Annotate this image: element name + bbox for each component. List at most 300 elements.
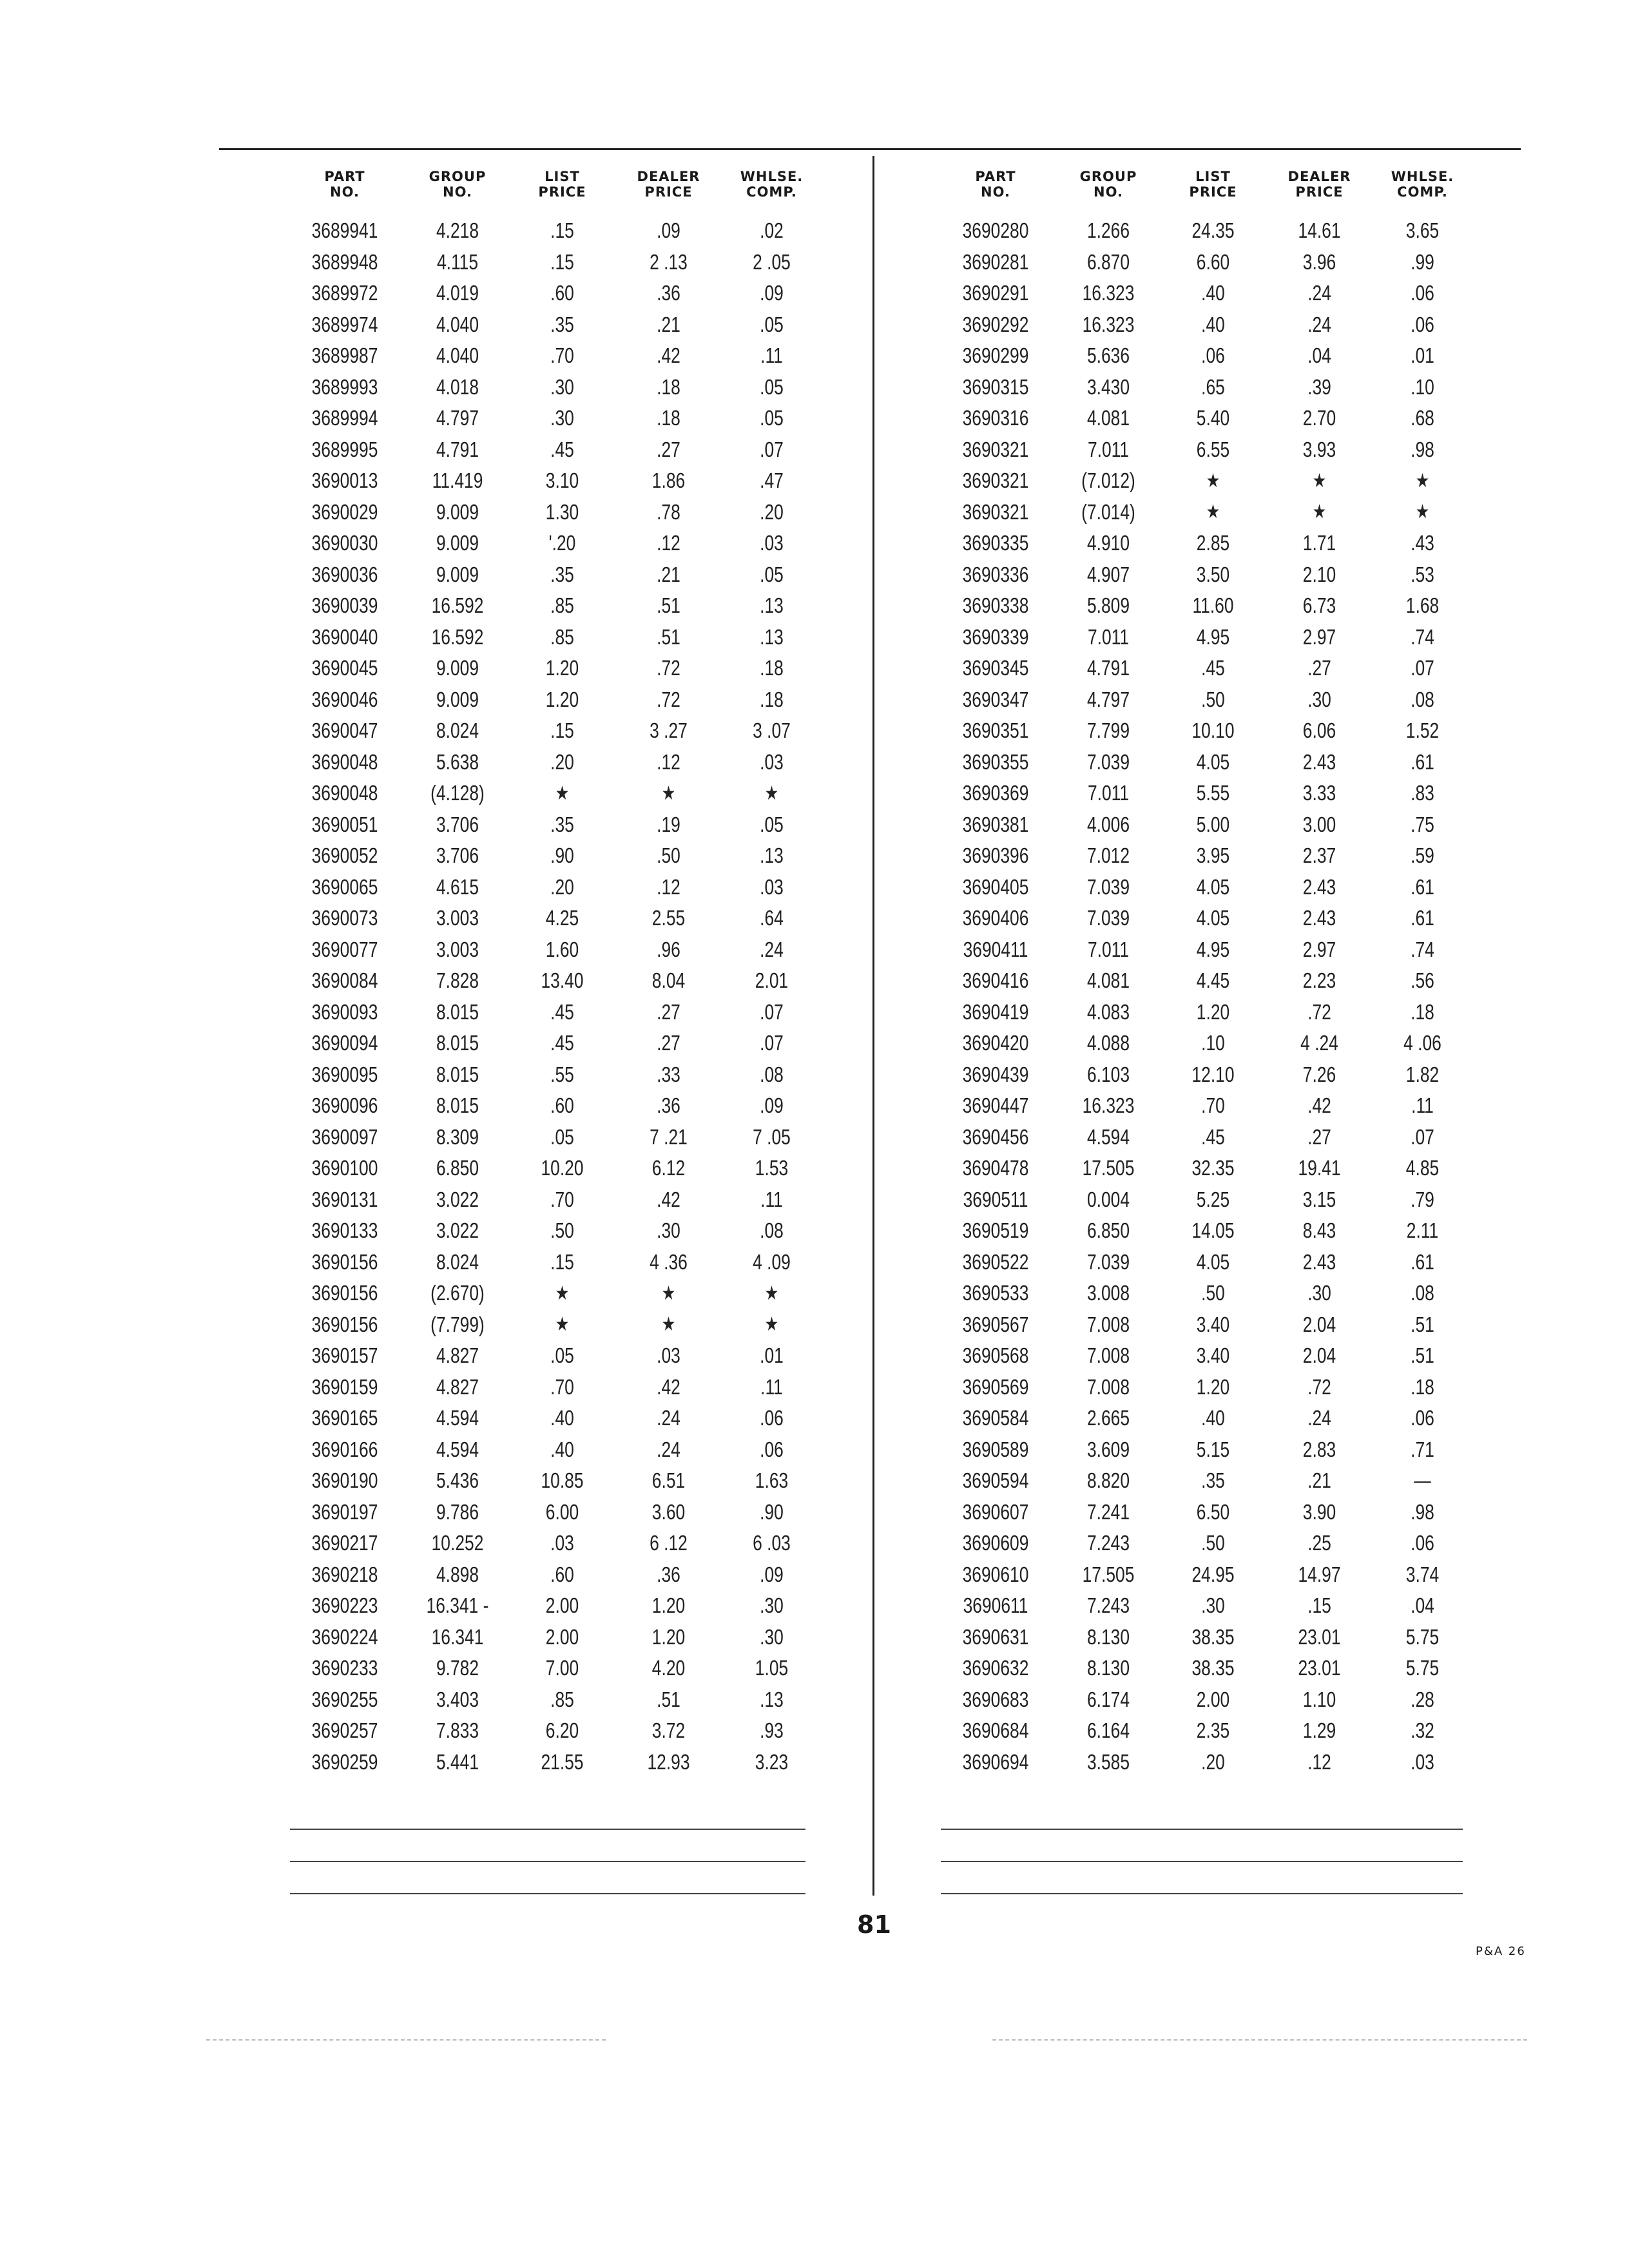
list-price-cell: 1.20 [1196,1374,1230,1399]
whlse-comp-cell: .04 [1411,1593,1434,1618]
table-row [934,497,1472,528]
list-price-cell: .85 [550,1687,574,1711]
table-row [284,872,822,903]
whlse-comp-cell: .07 [760,999,784,1024]
part-no-cell: 3690511 [963,1187,1028,1211]
whlse-comp-cell: .03 [760,531,784,555]
table-row [284,1653,822,1684]
dealer-price-cell: 6.06 [1302,718,1336,743]
table-row [934,1340,1472,1372]
whlse-comp-cell: .03 [1411,1749,1434,1774]
list-price-cell: .45 [1201,656,1225,680]
table-row [934,278,1472,309]
dealer-price-cell: 14.97 [1298,1562,1341,1586]
table-row [934,372,1472,403]
table-row [284,340,822,372]
whlse-comp-cell: 3.74 [1405,1562,1440,1586]
table-row [934,840,1472,872]
part-no-cell: 3690347 [962,687,1029,711]
top-rule [219,148,1521,150]
dealer-price-cell: .27 [1307,656,1331,680]
dealer-price-cell: .03 [657,1343,680,1368]
dealer-price-cell: 4.20 [651,1656,686,1680]
list-price-cell: .70 [550,1187,574,1211]
whlse-comp-cell: .08 [760,1218,784,1243]
table-row [284,715,822,747]
part-no-cell: 3690084 [311,968,378,993]
left-price-table [284,169,822,1778]
list-price-cell: 3.40 [1196,1343,1230,1368]
list-price-cell: 1.20 [545,656,579,680]
table-row [934,1403,1472,1434]
group-no-cell: 3.706 [436,812,479,836]
table-row [284,1028,822,1059]
table-row [284,1528,822,1559]
dealer-price-cell: 2.10 [1302,562,1336,586]
group-no-cell: 8.015 [436,999,479,1024]
group-no-cell: 7.008 [1086,1374,1130,1399]
group-no-cell: 2.665 [1086,1406,1130,1430]
list-price-cell: 4.95 [1196,624,1230,649]
part-no-cell: 3690223 [311,1593,378,1618]
whlse-comp-cell: .11 [760,343,783,368]
table-row [284,1497,822,1528]
list-price-cell: .20 [550,749,574,774]
dealer-price-cell: 3.90 [1302,1499,1336,1524]
list-price-cell: .40 [1201,1406,1225,1430]
list-price-cell: ★ [1206,470,1220,492]
dealer-price-cell: .18 [657,374,680,399]
whlse-comp-cell: ★ [1415,470,1430,492]
list-price-cell: ★ [555,782,570,804]
dealer-price-cell: ★ [661,1282,676,1304]
list-price-cell: 21.55 [541,1749,584,1774]
whlse-comp-cell: .61 [1411,1249,1434,1274]
group-no-cell: 16.592 [431,624,484,649]
list-price-cell: 10.10 [1191,718,1235,743]
dealer-price-cell: .24 [657,1437,680,1461]
group-no-cell: 4.827 [436,1343,479,1368]
table-row [284,1465,822,1497]
whlse-comp-cell: .18 [760,687,784,711]
part-no-cell: 3690159 [311,1374,378,1399]
part-no-cell: 3690095 [311,1062,378,1086]
table-row [284,465,822,497]
dealer-price-cell: 2.23 [1302,968,1336,993]
part-no-cell: 3689972 [311,281,378,305]
list-price-cell: 3.40 [1196,1312,1230,1336]
part-no-cell: 3689941 [311,218,378,243]
list-price-cell: 2.00 [545,1624,579,1649]
whlse-comp-cell: 1.05 [755,1656,789,1680]
dealer-price-cell: .25 [1307,1531,1331,1555]
group-no-cell: 5.441 [436,1749,479,1774]
header-list-price: LIST PRICE [538,169,586,200]
list-price-cell: 6.60 [1196,249,1230,274]
dealer-price-cell: 3.93 [1302,437,1336,461]
list-price-cell: 38.35 [1191,1656,1235,1680]
dealer-price-cell: 1.20 [651,1624,686,1649]
whlse-comp-cell: 3.23 [755,1749,789,1774]
dealer-price-cell: .51 [657,593,680,618]
dealer-price-cell: .12 [1307,1749,1331,1774]
scan-artifact [206,2039,606,2041]
list-price-cell: 4.05 [1196,874,1230,899]
part-no-cell: 3690589 [962,1437,1029,1461]
table-row [284,1215,822,1247]
table-row [284,372,822,403]
group-no-cell: 5.436 [436,1468,479,1493]
list-price-cell: '.20 [548,531,576,555]
whlse-comp-cell: ★ [764,782,779,804]
dealer-price-cell: .12 [657,749,680,774]
whlse-comp-cell: .64 [760,906,784,930]
list-price-cell: ★ [555,1314,570,1336]
whlse-comp-cell: .61 [1411,749,1434,774]
whlse-comp-cell: .09 [760,1093,784,1118]
group-no-cell: (7.799) [430,1312,485,1336]
whlse-comp-cell: .08 [760,1062,784,1086]
dealer-price-cell: 3 .27 [650,718,688,743]
table-row [934,309,1472,341]
group-no-cell: 8.309 [436,1124,479,1149]
list-price-cell: 4.05 [1196,1249,1230,1274]
list-price-cell: 5.25 [1196,1187,1230,1211]
table-row [934,653,1472,684]
part-no-cell: 3690094 [311,1031,378,1055]
part-no-cell: 3690048 [311,781,378,805]
whlse-comp-cell: 4.85 [1405,1156,1440,1180]
group-no-cell: 7.039 [1086,906,1130,930]
table-row [934,1247,1472,1278]
part-no-cell: 3690299 [962,343,1029,368]
list-price-cell: .65 [1201,374,1225,399]
part-no-cell: 3690045 [311,656,378,680]
dealer-price-cell: 1.71 [1302,531,1336,555]
whlse-comp-cell: .75 [1411,812,1434,836]
group-no-cell: 5.636 [1086,343,1130,368]
part-no-cell: 3690321 [962,437,1029,461]
group-no-cell: 16.341 - [426,1593,489,1618]
dealer-price-cell: .33 [657,1062,680,1086]
whlse-comp-cell: 3 .07 [753,718,791,743]
dealer-price-cell: ★ [1312,501,1327,523]
whlse-comp-cell: .61 [1411,874,1434,899]
dealer-price-cell: 2.83 [1302,1437,1336,1461]
whlse-comp-cell: .05 [760,562,784,586]
group-no-cell: 4.081 [1086,968,1130,993]
group-no-cell: 7.241 [1086,1499,1130,1524]
part-no-cell: 3690351 [962,718,1029,743]
table-row [934,1747,1472,1778]
whlse-comp-cell: .98 [1411,437,1434,461]
dealer-price-cell: 2.43 [1302,906,1336,930]
group-no-cell: 8.015 [436,1062,479,1086]
dealer-price-cell: 7.26 [1302,1062,1336,1086]
group-no-cell: 7.011 [1087,624,1130,649]
list-price-cell: 2.00 [1196,1687,1230,1711]
part-no-cell: 3690156 [311,1281,378,1305]
part-no-cell: 3690131 [311,1187,378,1211]
group-no-cell: 9.009 [436,687,479,711]
part-no-cell: 3690218 [311,1562,378,1586]
list-price-cell: 14.05 [1191,1218,1235,1243]
part-no-cell: 3690338 [962,593,1029,618]
group-no-cell: 9.009 [436,562,479,586]
part-no-cell: 3690345 [962,656,1029,680]
list-price-cell: .45 [550,437,574,461]
dealer-price-cell: 2.04 [1302,1343,1336,1368]
whlse-comp-cell: 2.01 [755,968,789,993]
dealer-price-cell: .04 [1307,343,1331,368]
dealer-price-cell: 4 .24 [1300,1031,1338,1055]
list-price-cell: .50 [1201,687,1225,711]
whlse-comp-cell: .09 [760,281,784,305]
list-price-cell: 7.00 [545,1656,579,1680]
table-row [284,403,822,434]
group-no-cell: 9.786 [436,1499,479,1524]
whlse-comp-cell: .05 [760,812,784,836]
part-no-cell: 3690519 [962,1218,1029,1243]
table-row [934,1122,1472,1153]
list-price-cell: .60 [550,1562,574,1586]
dealer-price-cell: ★ [1312,470,1327,492]
part-no-cell: 3690416 [962,968,1029,993]
list-price-cell: .90 [550,843,574,868]
group-no-cell: 3.003 [436,906,479,930]
dealer-price-cell: 12.93 [647,1749,690,1774]
part-no-cell: 3690567 [962,1312,1029,1336]
group-no-cell: 5.638 [436,749,479,774]
part-no-cell: 3690096 [311,1093,378,1118]
dealer-price-cell: 3.60 [651,1499,686,1524]
table-row [934,903,1472,934]
part-no-cell: 3690439 [962,1062,1029,1086]
part-no-cell: 3690165 [311,1406,378,1430]
header-list-price: LIST PRICE [1189,169,1237,200]
whlse-comp-cell: 5.75 [1405,1656,1440,1680]
dealer-price-cell: .12 [657,531,680,555]
list-price-cell: .06 [1201,343,1225,368]
table-row [284,1153,822,1184]
list-price-cell: 2.85 [1196,531,1230,555]
whlse-comp-cell: 6 .03 [753,1531,791,1555]
part-no-cell: 3690420 [962,1031,1029,1055]
dealer-price-cell: .21 [657,312,680,336]
table-row [934,809,1472,841]
part-no-cell: 3690316 [962,406,1029,430]
part-no-cell: 3690694 [962,1749,1029,1774]
part-no-cell: 3689995 [311,437,378,461]
table-row [934,622,1472,653]
part-no-cell: 3690197 [311,1499,378,1524]
table-row [934,1184,1472,1216]
whlse-comp-cell: .03 [760,749,784,774]
dealer-price-cell: 3.15 [1302,1187,1336,1211]
whlse-comp-cell: .11 [1411,1093,1434,1118]
dealer-price-cell: .51 [657,1687,680,1711]
whlse-comp-cell: 2.11 [1406,1218,1439,1243]
whlse-comp-cell: .06 [760,1406,784,1430]
list-price-cell: .15 [550,1249,574,1274]
table-row [284,434,822,466]
dealer-price-cell: 2.43 [1302,749,1336,774]
table-row [284,590,822,622]
table-row [934,1028,1472,1059]
list-price-cell: 5.55 [1196,781,1230,805]
part-no-cell: 3690315 [962,374,1029,399]
group-no-cell: 4.594 [436,1406,479,1430]
whlse-comp-cell: .28 [1411,1687,1434,1711]
group-no-cell: 10.252 [431,1531,484,1555]
part-no-cell: 3689987 [311,343,378,368]
table-row [284,1184,822,1216]
dealer-price-cell: .18 [657,406,680,430]
blank-entry-line [941,1829,1463,1830]
table-row [284,622,822,653]
dealer-price-cell: .30 [657,1218,680,1243]
whlse-comp-cell: .06 [1411,281,1434,305]
whlse-comp-cell: .61 [1411,906,1434,930]
table-row [284,1059,822,1091]
table-row [284,809,822,841]
list-price-cell: .35 [1201,1468,1225,1493]
blank-entry-line [941,1861,1463,1862]
list-price-cell: .20 [550,874,574,899]
whlse-comp-cell: .13 [760,593,784,618]
list-price-cell: 38.35 [1191,1624,1235,1649]
dealer-price-cell: 2.70 [1302,406,1336,430]
dealer-price-cell: .42 [1307,1093,1331,1118]
whlse-comp-cell: 5.75 [1405,1624,1440,1649]
list-price-cell: 4.05 [1196,906,1230,930]
list-price-cell: 6.00 [545,1499,579,1524]
dealer-price-cell: .36 [657,1093,680,1118]
table-row [934,684,1472,716]
table-row [284,559,822,591]
whlse-comp-cell: .98 [1411,1499,1434,1524]
dealer-price-cell: 3.96 [1302,249,1336,274]
dealer-price-cell: 1.20 [651,1593,686,1618]
list-price-cell: 1.60 [545,937,579,961]
dealer-price-cell: 6.73 [1302,593,1336,618]
table-row [934,215,1472,247]
table-row [284,1122,822,1153]
whlse-comp-cell: 7 .05 [753,1124,791,1149]
list-price-cell: 3.50 [1196,562,1230,586]
table-row [934,247,1472,278]
part-no-cell: 3690584 [962,1406,1029,1430]
part-no-cell: 3690065 [311,874,378,899]
group-no-cell: 1.266 [1086,218,1130,243]
list-price-cell: 6.50 [1196,1499,1230,1524]
part-no-cell: 3690478 [962,1156,1029,1180]
whlse-comp-cell: .05 [760,406,784,430]
list-price-cell: .10 [1201,1031,1225,1055]
left-table-header [284,169,822,207]
dealer-price-cell: 7 .21 [650,1124,688,1149]
list-price-cell: .70 [1201,1093,1225,1118]
group-no-cell: 4.615 [436,874,479,899]
table-row [934,1153,1472,1184]
table-row [284,778,822,809]
part-no-cell: 3690568 [962,1343,1029,1368]
table-row [284,1278,822,1309]
part-no-cell: 3690051 [311,812,378,836]
header-group-no: GROUP NO. [1079,169,1137,200]
group-no-cell: 4.083 [1086,999,1130,1024]
whlse-comp-cell: .05 [760,312,784,336]
list-price-cell: .50 [1201,1281,1225,1305]
group-no-cell: 3.403 [436,1687,479,1711]
list-price-cell: 10.85 [541,1468,584,1493]
table-row [284,1715,822,1747]
group-no-cell: 7.012 [1086,843,1130,868]
list-price-cell: .30 [550,406,574,430]
list-price-cell: .03 [550,1531,574,1555]
whlse-comp-cell: .30 [760,1593,784,1618]
group-no-cell: 9.009 [436,531,479,555]
list-price-cell: ★ [1206,501,1220,523]
group-no-cell: 4.088 [1086,1031,1130,1055]
group-no-cell: 16.592 [431,593,484,618]
group-no-cell: 6.850 [436,1156,479,1180]
group-no-cell: 7.039 [1086,1249,1130,1274]
dealer-price-cell: 2.55 [651,906,686,930]
part-no-cell: 3689994 [311,406,378,430]
part-no-cell: 3690093 [311,999,378,1024]
group-no-cell: 8.024 [436,718,479,743]
list-price-cell: 24.95 [1191,1562,1235,1586]
group-no-cell: 7.011 [1087,781,1130,805]
dealer-price-cell: .30 [1307,1281,1331,1305]
whlse-comp-cell: .18 [1411,999,1434,1024]
list-price-cell: .45 [1201,1124,1225,1149]
table-row [934,1653,1472,1684]
part-no-cell: 3690335 [962,531,1029,555]
whlse-comp-cell: .18 [760,656,784,680]
column-divider [872,156,874,1896]
list-price-cell: .35 [550,562,574,586]
dealer-price-cell: 1.10 [1302,1687,1336,1711]
list-price-cell: 10.20 [541,1156,584,1180]
group-no-cell: 4.019 [436,281,479,305]
whlse-comp-cell: 1.63 [755,1468,789,1493]
dealer-price-cell: .21 [657,562,680,586]
table-row [934,1559,1472,1591]
table-row [934,1372,1472,1403]
dealer-price-cell: .27 [657,999,680,1024]
whlse-comp-cell: .79 [1411,1187,1434,1211]
table-row [934,1090,1472,1122]
part-no-cell: 3690631 [962,1624,1029,1649]
group-no-cell: 4.791 [436,437,479,461]
table-row [934,1622,1472,1653]
dealer-price-cell: 1.86 [651,468,686,493]
table-row [284,840,822,872]
group-no-cell: 6.850 [1086,1218,1130,1243]
dealer-price-cell: 8.43 [1302,1218,1336,1243]
list-price-cell: .45 [550,1031,574,1055]
scan-artifact [992,2039,1527,2041]
part-no-cell: 3690224 [311,1624,378,1649]
dealer-price-cell: .72 [657,656,680,680]
table-row [934,528,1472,559]
group-no-cell: 4.040 [436,312,479,336]
table-row [284,684,822,716]
whlse-comp-cell: .06 [760,1437,784,1461]
whlse-comp-cell: .10 [1411,374,1434,399]
